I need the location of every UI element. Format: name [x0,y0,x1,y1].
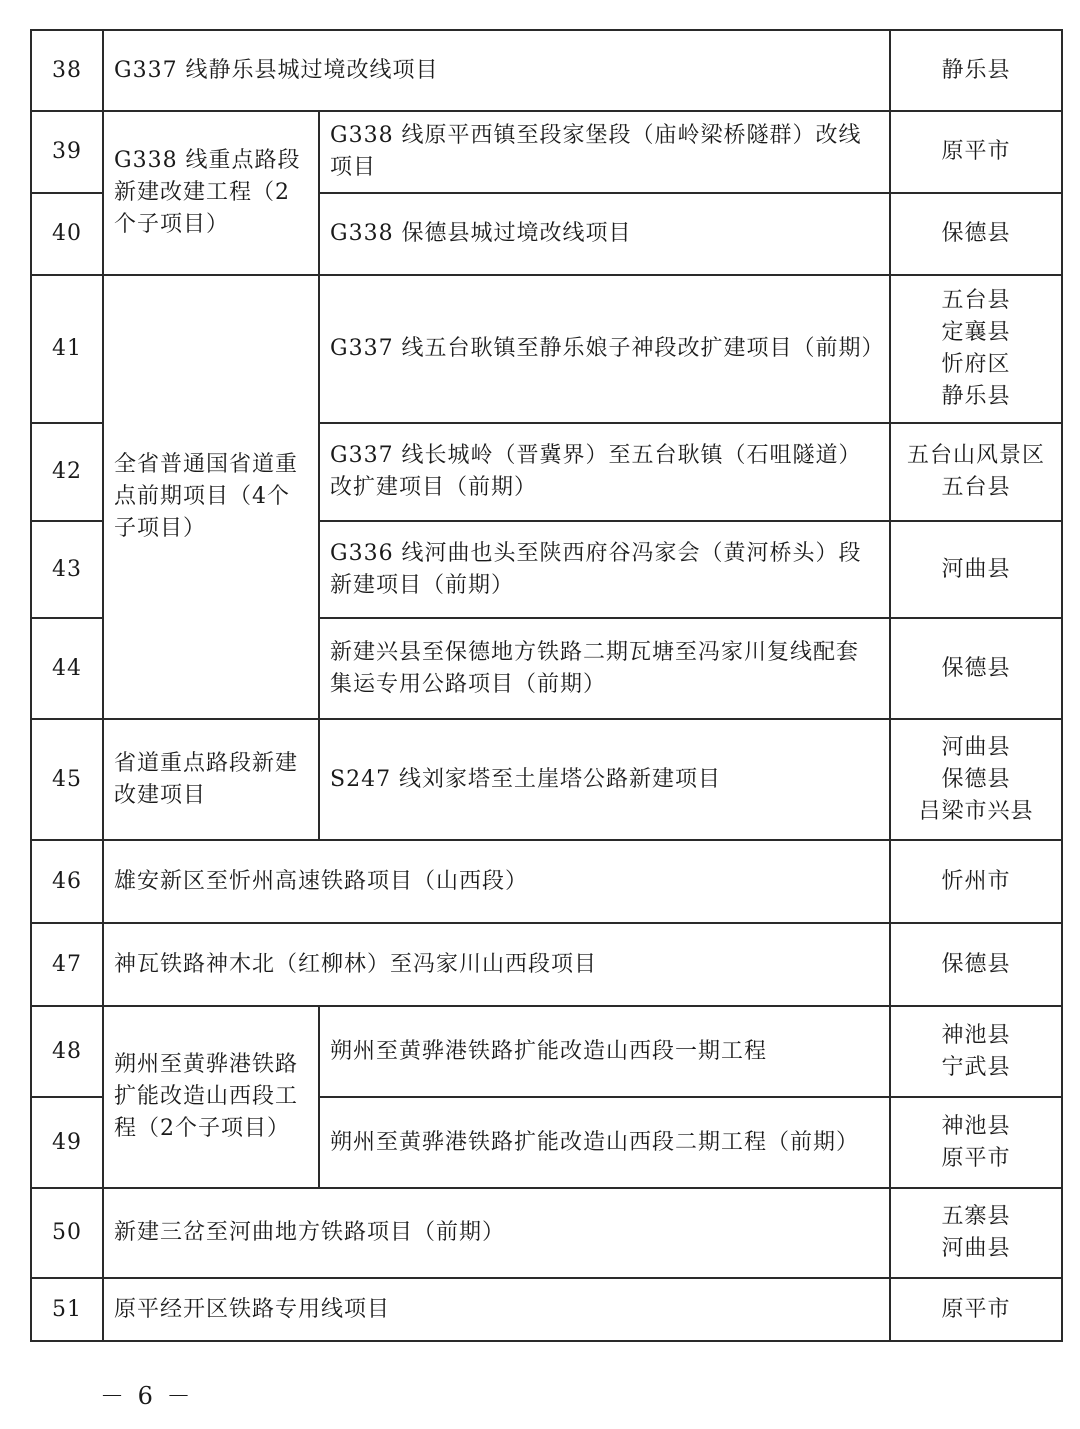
project-name: 雄安新区至忻州高速铁路项目（山西段） [103,840,890,923]
county-name: 原平市 [941,139,1011,164]
row-number: 47 [31,923,103,1006]
table-row [31,719,1062,840]
county-name: 吕梁市兴县 [918,798,1034,824]
county-cell [890,1006,1062,1097]
project-group-name: 朔州至黄骅港铁路扩能改造山西段工程（2个子项目） [103,1006,319,1188]
project-name: 原平经开区铁路专用线项目 [103,1278,890,1341]
sub-project-name: G338 线原平西镇至段家堡段（庙岭梁桥隧群）改线项目 [319,111,890,193]
county-name: 五寨县 [941,1204,1011,1229]
project-name: G337 线静乐县城过境改线项目 [103,30,890,111]
row-number: 49 [31,1097,103,1188]
county-name: 五台山风景区 [906,443,1045,468]
sub-project-name: G337 线长城岭（晋冀界）至五台耿镇（石咀隧道）改扩建项目（前期） [319,423,890,521]
table-row [31,30,1062,111]
row-number: 40 [31,193,103,275]
county-cell [890,111,1062,193]
county-cell [890,1188,1062,1278]
county-cell [890,1278,1062,1341]
row-number: 43 [31,521,103,618]
county-cell [890,30,1062,111]
sub-project-name: 朔州至黄骅港铁路扩能改造山西段一期工程 [319,1006,890,1097]
county-name: 保德县 [941,655,1011,681]
county-name: 原平市 [941,1145,1011,1171]
page-number: － 6 － [100,1382,194,1410]
project-table [30,29,1063,1342]
project-group-name: 省道重点路段新建改建项目 [103,719,319,840]
table-row [31,1188,1062,1278]
county-cell [890,1097,1062,1188]
county-cell [890,923,1062,1006]
sub-project-name: 朔州至黄骅港铁路扩能改造山西段二期工程（前期） [319,1097,890,1188]
county-name: 定襄县 [941,320,1011,345]
county-name: 保德县 [941,766,1011,792]
county-name: 原平市 [941,1296,1011,1322]
county-cell [890,840,1062,923]
county-name: 保德县 [941,221,1011,246]
row-number: 51 [31,1278,103,1341]
table-row [31,111,1062,193]
row-number: 38 [31,30,103,111]
county-name: 河曲县 [941,734,1011,760]
county-name: 静乐县 [941,384,1011,409]
county-name: 河曲县 [941,1236,1011,1261]
sub-project-name: G336 线河曲也头至陕西府谷冯家会（黄河桥头）段新建项目（前期） [319,521,890,618]
county-cell [890,521,1062,618]
row-number: 44 [31,618,103,719]
table-row [31,275,1062,423]
county-name: 保德县 [941,951,1011,977]
county-name: 忻府区 [941,352,1011,377]
project-group-name: G338 线重点路段新建改建工程（2个子项目） [103,111,319,275]
county-name: 静乐县 [941,57,1011,83]
row-number: 45 [31,719,103,840]
row-number: 48 [31,1006,103,1097]
county-cell [890,275,1062,423]
county-cell [890,193,1062,275]
county-name: 河曲县 [941,556,1011,582]
county-name: 五台县 [941,288,1011,313]
table-row [31,1278,1062,1341]
row-number: 42 [31,423,103,521]
project-group-name: 全省普通国省道重点前期项目（4个子项目） [103,275,319,719]
county-name: 宁武县 [941,1054,1011,1080]
sub-project-name: S247 线刘家塔至土崖塔公路新建项目 [319,719,890,840]
row-number: 39 [31,111,103,193]
project-name: 神瓦铁路神木北（红柳林）至冯家川山西段项目 [103,923,890,1006]
row-number: 50 [31,1188,103,1278]
county-name: 忻州市 [941,868,1011,894]
project-name: 新建三岔至河曲地方铁路项目（前期） [103,1188,890,1278]
county-cell [890,423,1062,521]
table-row [31,840,1062,923]
row-number: 41 [31,275,103,423]
county-cell [890,618,1062,719]
sub-project-name: G337 线五台耿镇至静乐娘子神段改扩建项目（前期） [319,275,890,423]
row-number: 46 [31,840,103,923]
table-row [31,923,1062,1006]
sub-project-name: G338 保德县城过境改线项目 [319,193,890,275]
county-cell [890,719,1062,840]
county-name: 神池县 [941,1022,1011,1048]
table-row [31,1006,1062,1097]
sub-project-name: 新建兴县至保德地方铁路二期瓦塘至冯家川复线配套集运专用公路项目（前期） [319,618,890,719]
county-name: 神池县 [941,1113,1011,1139]
county-name: 五台县 [941,475,1011,500]
